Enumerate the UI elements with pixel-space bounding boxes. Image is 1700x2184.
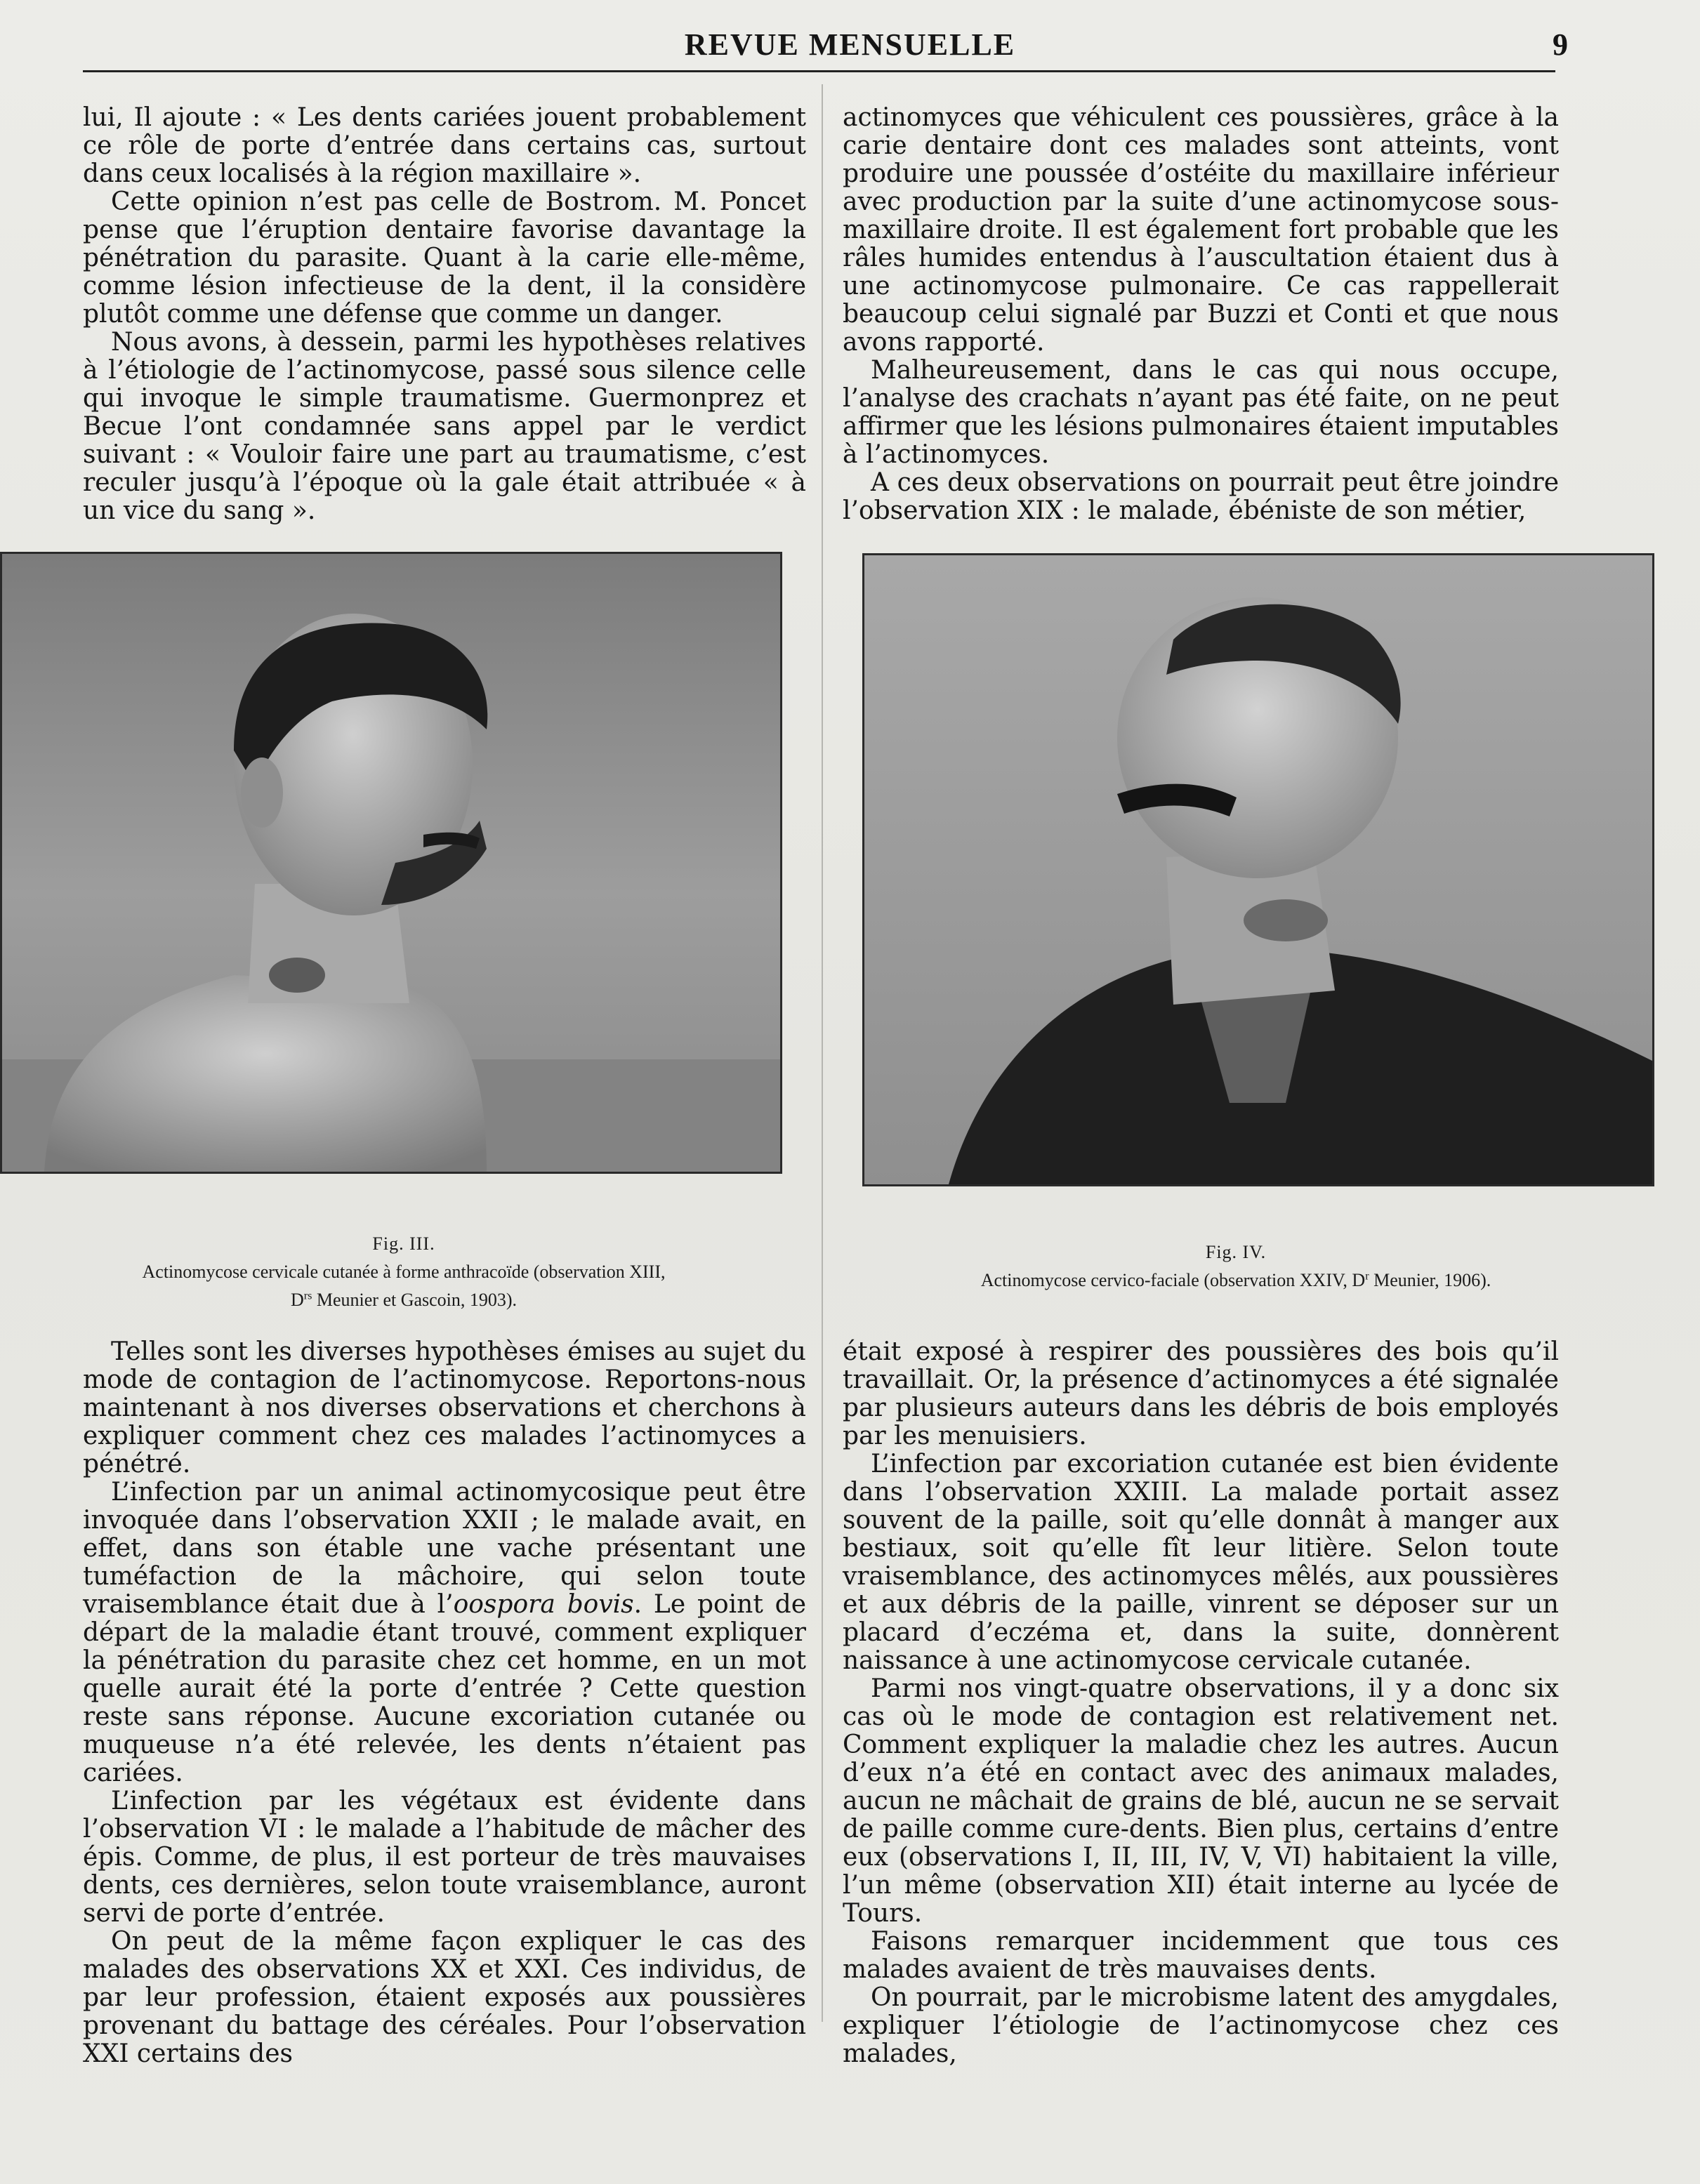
running-header-title: REVUE MENSUELLE: [684, 27, 1016, 62]
paragraph: Nous avons, à dessein, parmi les hypothèses relatives à l’étiologie de l’actinomycose, passé sous silence celle qui invoque le simple traumatisme. Guermonprez et Becue l’ont condamnée sans appel par le verdict suivant : « Vouloir faire une part au traumatisme, c’est reculer jusqu’à l’époque où la gale était attribuée « à un vice du sang ».: [83, 328, 806, 525]
paragraph: [83, 1478, 806, 1787]
figure-3-caption-line1: Actinomycose cervicale cutanée à forme anthracoïde (observation XIII,: [142, 1262, 666, 1282]
paragraph: Telles sont les diverses hypothèses émises au sujet du mode de contagion de l’actinomycose. Reportons-nous maintenant à nos diverses observations et cherchons à expliquer comment chez ces malades l’actinomyces a pénétré.: [83, 1337, 806, 1478]
paragraph: On peut de la même façon expliquer le cas des malades des observations XX et XXI. Ces individus, de par leur profession, étaient exposés aux poussières provenant du battage des céréales. Pour l’observation XXI certains des: [83, 1927, 806, 2068]
italic-term: oospora bovis: [453, 1590, 634, 1619]
column-bottom-left: [83, 1338, 806, 2068]
figure-3-caption-line2-post: Meunier et Gascoin, 1903).: [312, 1290, 518, 1310]
paragraph: Faisons remarquer incidemment que tous ces malades avaient de très mauvaises dents.: [843, 1927, 1559, 1984]
paragraph: On pourrait, par le microbisme latent des amygdales, expliquer l’étiologie de l’actinomycose chez ces malades,: [843, 1983, 1559, 2068]
paragraph: L’infection par excoriation cutanée est bien évidente dans l’observation XXIII. La malade portait assez souvent de la paille, soit qu’elle donnât à manger aux bestiaux, soit qu’elle fît leur litière. Selon toute vraisemblance, des actinomyces mêlés, aux poussières et aux débris de la paille, vinrent se déposer sur un placard d’eczéma et, dans la suite, donnèrent naissance à une actinomycose cervicale cutanée.: [843, 1450, 1559, 1675]
figure-3-photograph: [0, 552, 782, 1174]
figure-4-portrait-illustration: [864, 555, 1652, 1184]
figure-3-portrait-illustration: [2, 554, 780, 1172]
paragraph: était exposé à respirer des poussières des bois qu’il travaillait. Or, la présence d’actinomyces a été signalée par plusieurs auteurs dans les débris de bois employés par les menuisiers.: [843, 1337, 1559, 1450]
paragraph: Cette opinion n’est pas celle de Bostrom. M. Poncet pense que l’éruption dentaire favorise davantage la pénétration du parasite. Quant à la carie elle-même, comme lésion infectieuse de la dent, il la considère plutôt comme une défense que comme un danger.: [83, 187, 806, 329]
paragraph: A ces deux observations on pourrait peut être joindre l’observation XIX : le malade, ébéniste de son métier,: [843, 468, 1559, 525]
page-number: 9: [1553, 27, 1568, 62]
column-top-right: [843, 104, 1559, 525]
figure-4-caption-pre: Actinomycose cervico-faciale (observation XXIV, D: [980, 1270, 1366, 1290]
column-divider: [822, 84, 823, 2022]
paragraph-text: L’infection par un animal actinomycosique peut être invoquée dans l’observation XXII ; le malade avait, en effet, dans son étable une vache présentant une tuméfaction de la mâchoire, qui selon toute vraisemblance était due à l’: [83, 1478, 806, 1619]
column-bottom-right: [843, 1338, 1559, 2068]
figure-4-caption: [899, 1238, 1573, 1295]
paragraph: actinomyces que véhiculent ces poussières, grâce à la carie dentaire dont ces malades sont atteints, vont produire une poussée d’ostéite du maxillaire inférieur avec production par la suite d’une actinomycose sous-maxillaire droite. Il est également fort probable que les râles humides entendus à l’auscultation étaient dus à une actinomycose pulmonaire. Ce cas rappellerait beaucoup celui signalé par Buzzi et Conti et que nous avons rapporté.: [843, 103, 1559, 357]
figure-4-caption-sup: r: [1365, 1270, 1369, 1283]
figure-4-label: Fig. IV.: [1205, 1242, 1267, 1262]
figure-4-caption-post: Meunier, 1906).: [1369, 1270, 1491, 1290]
paragraph-text: . Le point de départ de la maladie étant trouvé, comment expliquer la pénétration du parasite chez cet homme, en un mot quelle aurait été la porte d’entrée ? Cette question reste sans réponse. Aucune excoriation cutanée ou muqueuse n’a été relevée, les dents n’étaient pas cariées.: [83, 1590, 807, 1787]
figure-3-label: Fig. III.: [372, 1233, 435, 1254]
paragraph: lui, Il ajoute : « Les dents cariées jouent probablement ce rôle de porte d’entrée dans certains cas, surtout dans ceux localisés à la région maxillaire ».: [83, 103, 806, 188]
figure-3-caption-line2-pre: D: [290, 1290, 304, 1310]
paragraph: L’infection par les végétaux est évidente dans l’observation VI : le malade a l’habitude de mâcher des épis. Comme, de plus, il est porteur de très mauvaises dents, ces dernières, selon toute vraisemblance, auront servi de porte d’entrée.: [83, 1787, 806, 1928]
figure-3-caption: [28, 1230, 779, 1314]
figure-4-photograph: [862, 553, 1654, 1186]
figure-3-caption-line2-sup: rs: [303, 1290, 312, 1302]
paragraph: Malheureusement, dans le cas qui nous occupe, l’analyse des crachats n’ayant pas été faite, on ne peut affirmer que les lésions pulmonaires étaient imputables à l’actinomyces.: [843, 356, 1559, 469]
header-rule: [83, 70, 1555, 72]
paragraph: Parmi nos vingt-quatre observations, il y a donc six cas où le mode de contagion est relativement net. Comment expliquer la maladie chez les autres. Aucun d’eux n’a été en contact avec des animaux malades, aucun ne mâchait de grains de blé, aucun ne se servait de paille comme cure-dents. Bien plus, certains d’entre eux (observations I, II, III, IV, V, VI) habitaient la ville, l’un même (observation XII) était interne au lycée de Tours.: [843, 1674, 1559, 1928]
column-top-left: [83, 104, 806, 525]
